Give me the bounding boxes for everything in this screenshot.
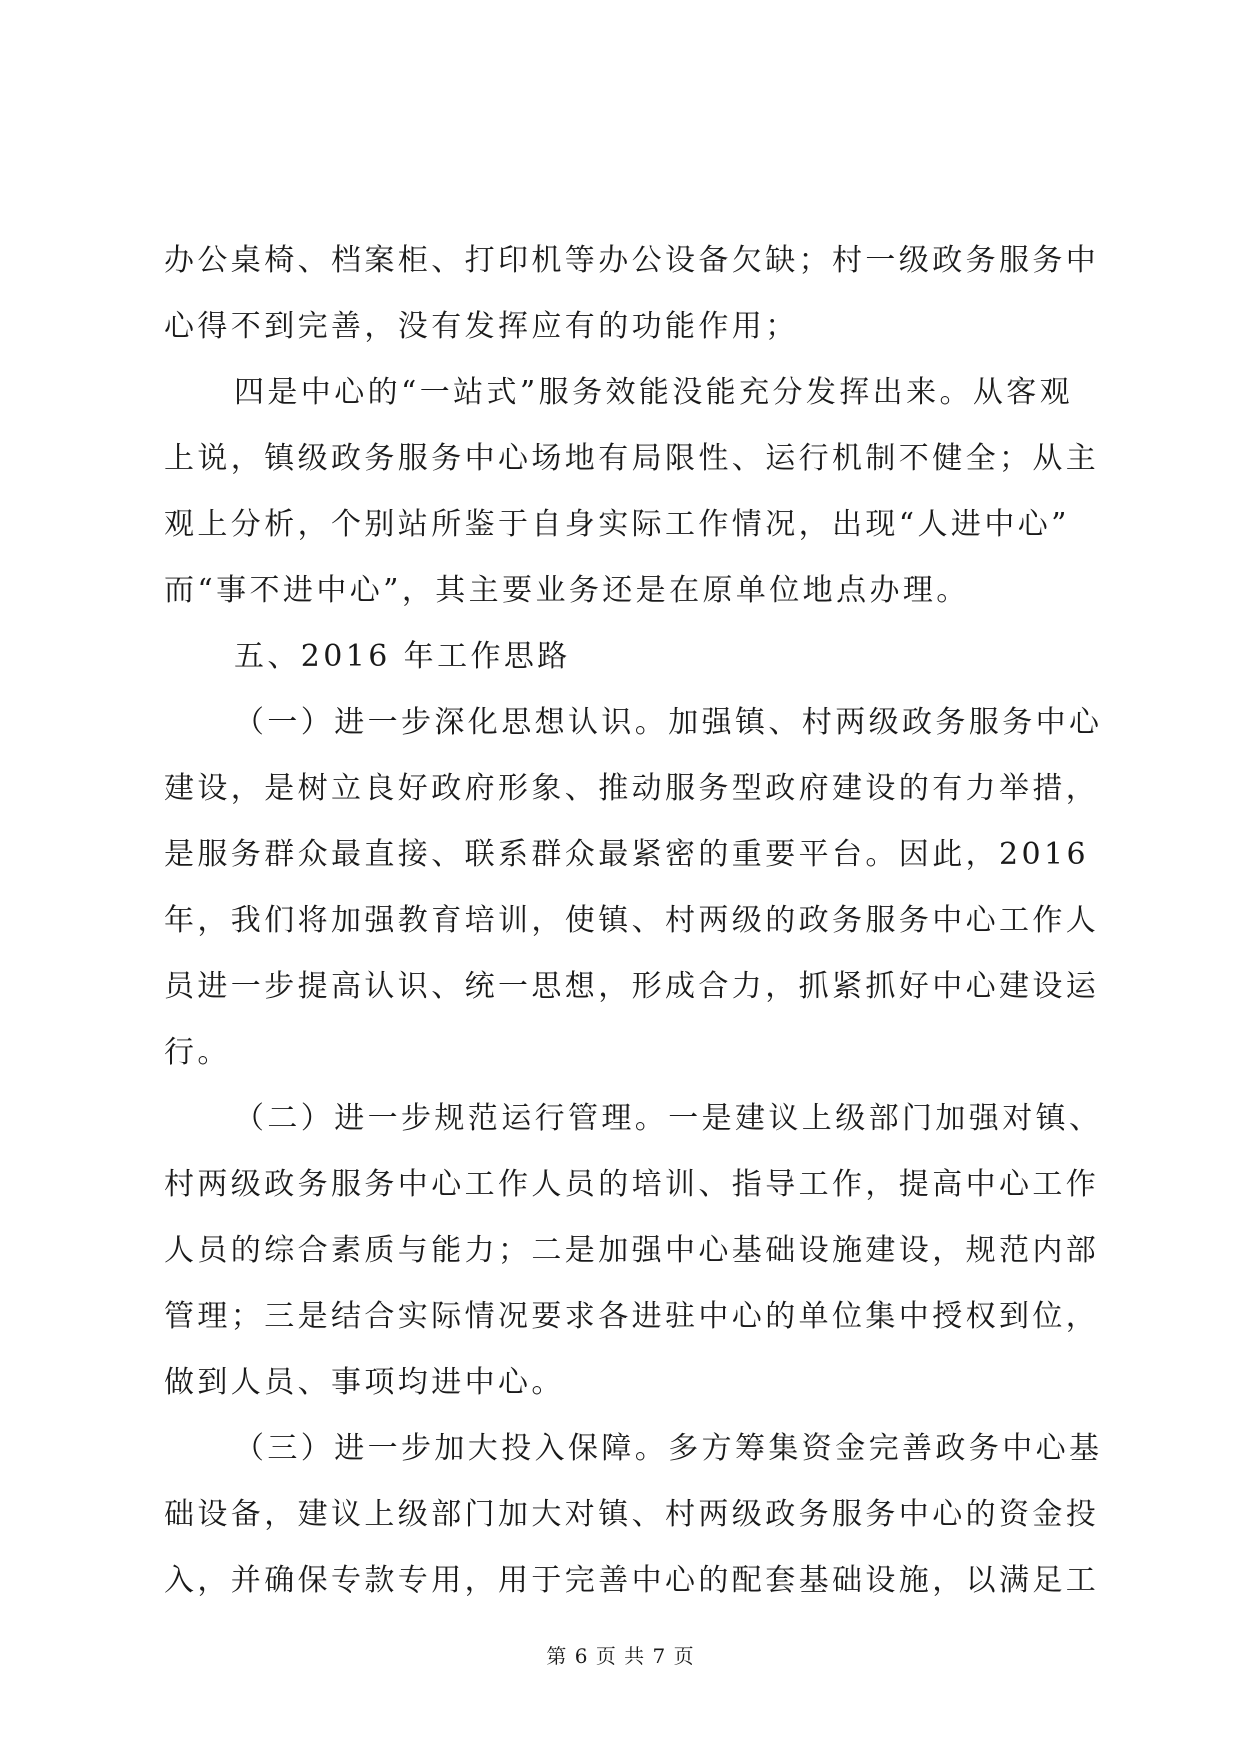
page-footer: 第 6 页 共 7 页 bbox=[546, 1644, 695, 1668]
document-body bbox=[164, 228, 1103, 1614]
text-line: 行。 bbox=[164, 1035, 231, 1070]
text-line: （三）进一步加大投入保障。多方筹集资金完善政务中心基 bbox=[234, 1431, 1103, 1466]
text-line: 年，我们将加强教育培训，使镇、村两级的政务服务中心工作人 bbox=[164, 903, 1100, 938]
text-line: 建设，是树立良好政府形象、推动服务型政府建设的有力举措， bbox=[164, 771, 1100, 806]
text-line: 五、2016 年工作思路 bbox=[234, 639, 571, 674]
text-line: 观上分析，个别站所鉴于自身实际工作情况，出现“人进中心” bbox=[164, 507, 1070, 542]
paragraph bbox=[164, 690, 1103, 1086]
text-line: （一）进一步深化思想认识。加强镇、村两级政务服务中心 bbox=[234, 705, 1103, 740]
text-line: 心得不到完善，没有发挥应有的功能作用； bbox=[164, 309, 799, 344]
text-line: 入，并确保专款专用，用于完善中心的配套基础设施，以满足工 bbox=[164, 1563, 1100, 1598]
paragraph bbox=[164, 360, 1100, 624]
text-line: 村两级政务服务中心工作人员的培训、指导工作，提高中心工作 bbox=[164, 1167, 1100, 1202]
text-line: 础设备，建议上级部门加大对镇、村两级政务服务中心的资金投 bbox=[164, 1497, 1100, 1532]
text-line: 做到人员、事项均进中心。 bbox=[164, 1365, 565, 1400]
paragraph bbox=[164, 228, 1100, 360]
text-line: 四是中心的“一站式”服务效能没能充分发挥出来。从客观 bbox=[234, 375, 1074, 410]
text-line: 是服务群众最直接、联系群众最紧密的重要平台。因此，2016 bbox=[164, 837, 1089, 872]
text-line: 员进一步提高认识、统一思想，形成合力，抓紧抓好中心建设运 bbox=[164, 969, 1100, 1004]
text-line: 管理；三是结合实际情况要求各进驻中心的单位集中授权到位， bbox=[164, 1299, 1100, 1334]
paragraph bbox=[164, 624, 1084, 690]
paragraph bbox=[164, 1416, 1103, 1614]
paragraph bbox=[164, 1086, 1103, 1416]
text-line: 上说，镇级政务服务中心场地有局限性、运行机制不健全；从主 bbox=[164, 441, 1100, 476]
text-line: 办公桌椅、档案柜、打印机等办公设备欠缺；村一级政务服务中 bbox=[164, 243, 1100, 278]
text-line: （二）进一步规范运行管理。一是建议上级部门加强对镇、 bbox=[234, 1101, 1103, 1136]
text-line: 人员的综合素质与能力；二是加强中心基础设施建设，规范内部 bbox=[164, 1233, 1100, 1268]
text-line: 而“事不进中心”，其主要业务还是在原单位地点办理。 bbox=[164, 573, 970, 608]
